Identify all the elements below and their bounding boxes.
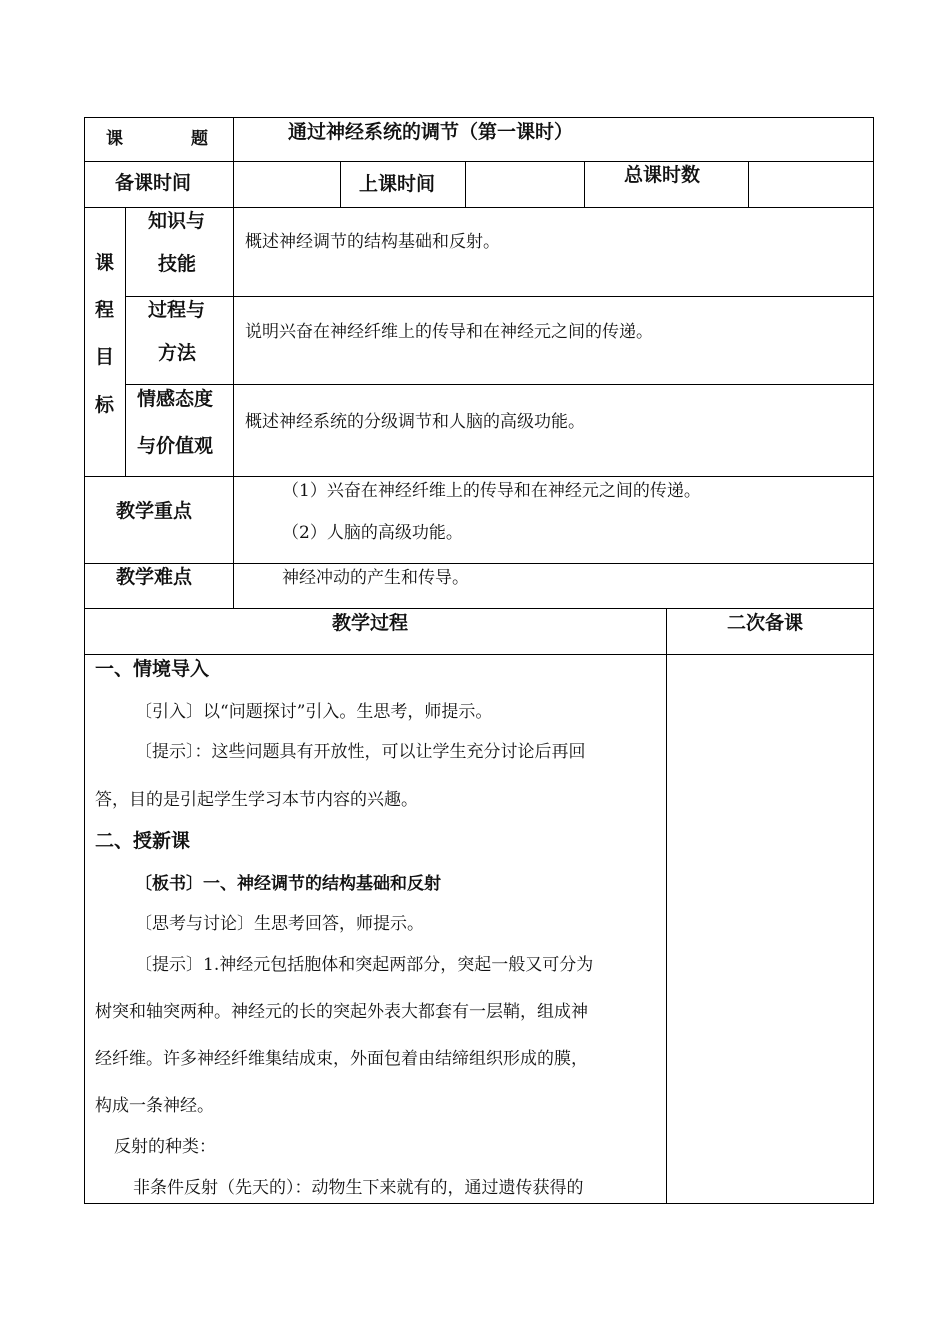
total-hours-label: 总课时数 xyxy=(624,164,701,186)
second-prep-header: 二次备课 xyxy=(727,612,804,634)
section-title-new-lesson: 二、授新课 xyxy=(95,830,191,852)
process-header: 教学过程 xyxy=(332,612,409,634)
unconditioned-reflex-line: 非条件反射（先天的）：动物生下来就有的，通过遗传获得的 xyxy=(133,1178,584,1198)
grid-line xyxy=(84,563,874,564)
grid-line xyxy=(666,608,667,1204)
grid-line xyxy=(125,207,126,477)
section-title-intro: 一、情境导入 xyxy=(95,658,210,680)
hint-paragraph-line-1: 〔提示〕：这些问题具有开放性，可以让学生充分讨论后再回 xyxy=(135,742,586,762)
objective-label-knowledge-1: 知识与 xyxy=(148,210,206,232)
objective-content-attitude: 概述神经系统的分级调节和人脑的高级功能。 xyxy=(245,412,585,432)
objective-label-knowledge-2: 技能 xyxy=(158,253,197,275)
hint-line-4: 构成一条神经。 xyxy=(95,1096,214,1116)
grid-line xyxy=(340,161,341,208)
grid-line xyxy=(125,296,874,297)
hint-line-2: 树突和轴突两种。神经元的长的突起外表大都套有一层鞘，组成神 xyxy=(95,1002,588,1022)
grid-line xyxy=(84,476,874,477)
lesson-title: 通过神经系统的调节（第一课时） xyxy=(288,121,574,143)
grid-line xyxy=(84,654,874,655)
key-point-item-1: （1）兴奋在神经纤维上的传导和在神经元之间的传递。 xyxy=(282,481,701,501)
board-note: 〔板书〕一、神经调节的结构基础和反射 xyxy=(135,874,441,894)
class-time-label: 上课时间 xyxy=(359,173,436,195)
key-points-label: 教学重点 xyxy=(116,500,193,522)
hint-line-3: 经纤维。许多神经纤维集结成束，外面包着由结缔组织形成的膜， xyxy=(95,1049,588,1069)
grid-line xyxy=(748,161,749,208)
topic-label-part2: 题 xyxy=(191,129,208,149)
intro-paragraph: 〔引入〕以“问题探讨”引入。生思考，师提示。 xyxy=(135,702,493,722)
hint-line-1: 〔提示〕1.神经元包括胞体和突起两部分，突起一般又可分为 xyxy=(135,955,594,975)
grid-line xyxy=(125,384,874,385)
objective-content-knowledge: 概述神经调节的结构基础和反射。 xyxy=(245,232,500,252)
grid-line xyxy=(873,117,874,1204)
grid-line xyxy=(84,117,874,118)
objective-label-process-1: 过程与 xyxy=(148,299,206,321)
grid-line xyxy=(84,608,874,609)
objectives-side-label-4: 标 xyxy=(95,394,115,416)
grid-line xyxy=(84,207,874,208)
hint-paragraph-line-2: 答，目的是引起学生学习本节内容的兴趣。 xyxy=(95,790,418,810)
grid-line xyxy=(84,117,85,1204)
objective-label-process-2: 方法 xyxy=(158,342,197,364)
grid-line xyxy=(233,117,234,609)
difficulties-content: 神经冲动的产生和传导。 xyxy=(282,568,469,588)
grid-line xyxy=(584,161,585,208)
objective-content-process: 说明兴奋在神经纤维上的传导和在神经元之间的传递。 xyxy=(245,322,653,342)
objectives-side-label-3: 目 xyxy=(95,346,115,368)
grid-line xyxy=(84,1203,874,1204)
key-point-item-2: （2）人脑的高级功能。 xyxy=(282,523,463,543)
reflex-types-heading: 反射的种类： xyxy=(114,1137,216,1157)
grid-line xyxy=(465,161,466,208)
discussion-note: 〔思考与讨论〕生思考回答，师提示。 xyxy=(135,914,424,934)
grid-line xyxy=(84,161,874,162)
objectives-side-label-2: 程 xyxy=(95,299,115,321)
prep-time-label: 备课时间 xyxy=(115,172,192,194)
objective-label-attitude-2: 与价值观 xyxy=(137,435,214,457)
objectives-side-label-1: 课 xyxy=(95,252,115,274)
topic-label-part1: 课 xyxy=(106,129,123,149)
difficulties-label: 教学难点 xyxy=(116,566,193,588)
objective-label-attitude-1: 情感态度 xyxy=(137,388,214,410)
